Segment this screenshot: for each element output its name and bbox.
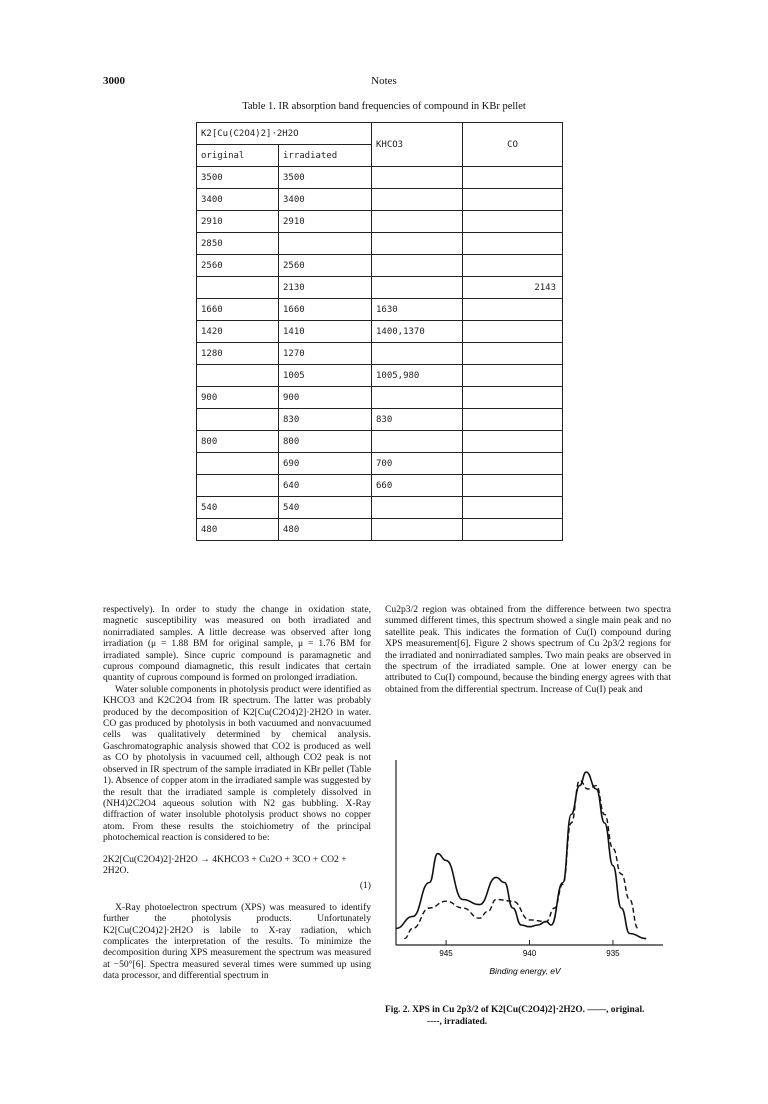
table-cell: 1400,1370 xyxy=(372,321,463,343)
table-cell xyxy=(463,431,563,453)
figure-caption-line2: ----, irradiated. xyxy=(427,1016,488,1027)
table-cell xyxy=(372,519,463,541)
left-column xyxy=(103,604,371,982)
table-cell: 480 xyxy=(197,519,279,541)
table-cell xyxy=(197,365,279,387)
table-cell: 800 xyxy=(197,431,279,453)
table-cell xyxy=(197,277,279,299)
table-row xyxy=(197,277,563,299)
table-cell xyxy=(372,167,463,189)
table-row xyxy=(197,255,563,277)
reaction-equation: 2K2[Cu(C2O4)2]·2H2O → 4KHCO3 + Cu2O + 3CO + CO2 + 2H2O. xyxy=(103,853,347,876)
table-cell: 2143 xyxy=(463,277,563,299)
table-cell: 2910 xyxy=(197,211,279,233)
x-tick-label: 945 xyxy=(439,949,453,958)
series-original-line xyxy=(396,772,646,939)
figure-caption-line1: Fig. 2. XPS in Cu 2p3/2 of K2[Cu(C2O4)2]·2H2O. ——, original. xyxy=(385,1005,645,1015)
table-cell xyxy=(372,255,463,277)
table-row xyxy=(197,409,563,431)
table-cell xyxy=(372,233,463,255)
figure-caption xyxy=(385,1005,671,1028)
table-row xyxy=(197,431,563,453)
table-cell: 3400 xyxy=(279,189,372,211)
table-cell xyxy=(372,189,463,211)
table-cell xyxy=(372,431,463,453)
table-row xyxy=(197,519,563,541)
table-cell xyxy=(463,365,563,387)
khco3-header: KHCO3 xyxy=(372,123,463,167)
table-cell xyxy=(463,255,563,277)
table-cell xyxy=(463,409,563,431)
table-row xyxy=(197,321,563,343)
table-row xyxy=(197,189,563,211)
table-row xyxy=(197,343,563,365)
table-cell: 1280 xyxy=(197,343,279,365)
table-cell: 540 xyxy=(197,497,279,519)
table-cell xyxy=(372,387,463,409)
table-cell xyxy=(463,299,563,321)
table-row xyxy=(197,167,563,189)
table-cell xyxy=(197,475,279,497)
table-cell: 1410 xyxy=(279,321,372,343)
table-row xyxy=(197,233,563,255)
table-cell: 2850 xyxy=(197,233,279,255)
table-cell: 1270 xyxy=(279,343,372,365)
x-axis-label: Binding energy, eV xyxy=(489,966,561,976)
xps-figure xyxy=(385,752,675,982)
table-caption: Table 1. IR absorption band frequencies of compound in KBr pellet xyxy=(242,101,526,112)
table-cell: 480 xyxy=(279,519,372,541)
right-column xyxy=(385,604,671,695)
table-cell: 700 xyxy=(372,453,463,475)
table-cell xyxy=(197,453,279,475)
table-cell: 1005,980 xyxy=(372,365,463,387)
table-cell xyxy=(463,387,563,409)
table-row xyxy=(197,365,563,387)
table-cell: 1420 xyxy=(197,321,279,343)
equation-number: (1) xyxy=(359,880,371,892)
series-irradiated-line xyxy=(404,781,638,939)
table-row xyxy=(197,475,563,497)
original-header: original xyxy=(197,145,279,167)
table-cell: 1660 xyxy=(279,299,372,321)
table-cell xyxy=(372,343,463,365)
table-cell: 2560 xyxy=(197,255,279,277)
page-number: 3000 xyxy=(103,75,125,87)
x-tick-label: 940 xyxy=(522,949,537,958)
table-cell: 540 xyxy=(279,497,372,519)
table-cell: 660 xyxy=(372,475,463,497)
table-cell: 2910 xyxy=(279,211,372,233)
table-cell: 3500 xyxy=(197,167,279,189)
table-cell: 690 xyxy=(279,453,372,475)
table-cell xyxy=(463,321,563,343)
table-cell xyxy=(279,233,372,255)
table-cell xyxy=(463,167,563,189)
table-cell: 830 xyxy=(372,409,463,431)
table-row xyxy=(197,453,563,475)
table-cell: 2130 xyxy=(279,277,372,299)
paragraph-photolysis: Water soluble components in photolysis product were identified as KHCO3 and K2C2O4 from IR spectrum. The latter was probably produced by the decomposition of K2[Cu(C2O4)2]·2H2O in water. CO gas produced by photolysis in both vacuumed and nonvacuumed cells was qualitatively determined by chemical analysis. Gaschromatographic analysis showed that CO2 is produced as well as CO by photolysis in vacuumed cell, although CO2 peak is not observed in IR spectrum of the sample irradiated in KBr pellet (Table 1). Absence of copper atom in the irradiated sample was suggested by the result that the irradiated sample is completely dissolved in (NH4)2C2O4 aqueous solution with N2 gas bubbling. X-Ray diffraction of water insoluble photolysis product shows no copper atom. From these results the stoichiometry of the principal photochemical reaction is considered to be: xyxy=(103,683,372,844)
table-cell xyxy=(463,453,563,475)
table-cell xyxy=(372,277,463,299)
irradiated-header: irradiated xyxy=(279,145,372,167)
table-cell xyxy=(463,189,563,211)
table-cell xyxy=(372,211,463,233)
co-header: CO xyxy=(463,123,563,167)
ir-table xyxy=(196,122,563,541)
table-row xyxy=(197,299,563,321)
running-title: Notes xyxy=(371,75,397,87)
compound-header: K2[Cu(C2O4)2]·2H2O xyxy=(197,123,372,145)
table-row xyxy=(197,387,563,409)
table-cell xyxy=(463,475,563,497)
paragraph-xps: X-Ray photoelectron spectrum (XPS) was measured to identify further the photolysis products. Unfortunately K2[Cu(C2O4)2]·2H2O is labile to X-ray radiation, which complicates the interpretation of the results. To minimize the decomposition during XPS measurement the spectrum was measured at −50°[6]. Spectra measured several times were summed up using data processor, and differential spectrum in xyxy=(103,901,371,982)
table-cell xyxy=(463,343,563,365)
table-cell xyxy=(463,233,563,255)
table-cell: 830 xyxy=(279,409,372,431)
x-tick-label: 935 xyxy=(606,949,620,958)
table-cell: 1660 xyxy=(197,299,279,321)
table-cell xyxy=(197,409,279,431)
paragraph-magnetic: respectively). In order to study the change in oxidation state, magnetic susceptibility was measured on both irradiated and nonirradiated samples. A little decrease was observed after long irradiation (μ = 1.88 BM for original sample, μ = 1.76 BM for irradiated sample). Since cupric compound is paramagnetic and cuprous compound diamagnetic, this result indicates that certain quantity of cuprous compound is formed on prolonged irradiation. xyxy=(103,604,371,684)
table-cell xyxy=(463,497,563,519)
table-cell xyxy=(463,519,563,541)
table-cell: 1005 xyxy=(279,365,372,387)
table-cell xyxy=(463,211,563,233)
paragraph-cu2p: Cu2p3/2 region was obtained from the difference between two spectra summed different times, this spectrum showed a single main peak and no satellite peak. This indicates the formation of Cu(I) compound during XPS measurement[6]. Figure 2 shows spectrum of Cu 2p3/2 regions for the irradiated and nonirradiated samples. Two main peaks are observed in the spectrum of the irradiated sample. One at lower energy can be attributed to Cu(I) compound, because the binding energy agrees with that obtained from the differential spectrum. Increase of Cu(I) peak and xyxy=(385,604,671,695)
table-cell: 1630 xyxy=(372,299,463,321)
table-header-row xyxy=(197,123,563,145)
table-cell: 900 xyxy=(197,387,279,409)
table-row xyxy=(197,497,563,519)
table-cell: 2560 xyxy=(279,255,372,277)
table-cell: 640 xyxy=(279,475,372,497)
table-cell xyxy=(372,497,463,519)
table-cell: 800 xyxy=(279,431,372,453)
table-row xyxy=(197,211,563,233)
table-cell: 3500 xyxy=(279,167,372,189)
table-cell: 3400 xyxy=(197,189,279,211)
table-cell: 900 xyxy=(279,387,372,409)
